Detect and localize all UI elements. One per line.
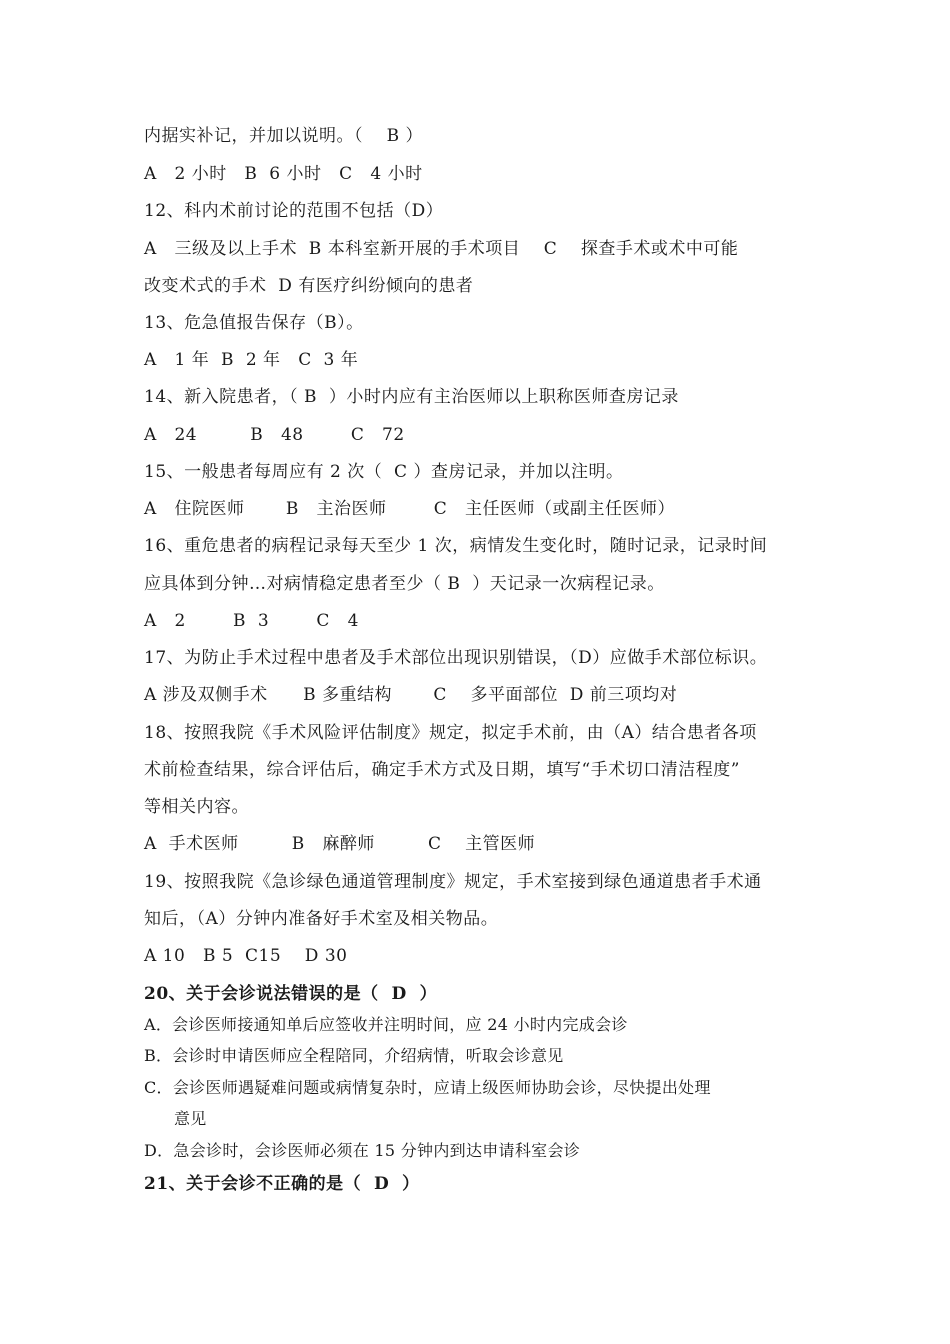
option-a: A．会诊医师接通知单后应签收并注明时间，应 24 小时内完成会诊 xyxy=(144,1015,628,1034)
question-16: 16、重危患者的病程记录每天至少 1 次，病情发生变化时，随时记录，记录时间 xyxy=(144,536,768,556)
option-c-continued: 意见 xyxy=(174,1109,207,1128)
question-19: 19、按照我院《急诊绿色通道管理制度》规定，手术室接到绿色通道患者手术通 xyxy=(144,872,762,892)
text-line: 术前检查结果，综合评估后，确定手术方式及日期，填写“手术切口清洁程度” xyxy=(144,760,740,780)
question-20: 20、关于会诊说法错误的是（ D ） xyxy=(144,984,438,1004)
question-14: 14、新入院患者，（ B ）小时内应有主治医师以上职称医师查房记录 xyxy=(144,387,679,407)
text-line: A 2 B 3 C 4 xyxy=(144,611,359,631)
text-line: A 10 B 5 C15 D 30 xyxy=(144,946,348,966)
question-15: 15、一般患者每周应有 2 次（ C ）查房记录，并加以注明。 xyxy=(144,462,624,482)
option-c: C．会诊医师遇疑难问题或病情复杂时，应请上级医师协助会诊，尽快提出处理 xyxy=(144,1078,711,1097)
question-17: 17、为防止手术过程中患者及手术部位出现识别错误，（D）应做手术部位标识。 xyxy=(144,648,768,668)
question-12: 12、科内术前讨论的范围不包括（D） xyxy=(144,201,444,221)
text-line: A 手术医师 B 麻醉师 C 主管医师 xyxy=(144,834,536,854)
text-line: 内据实补记，并加以说明。（ B ） xyxy=(144,126,424,146)
text-line: A 1 年 B 2 年 C 3 年 xyxy=(144,350,359,370)
text-line: A 三级及以上手术 B 本科室新开展的手术项目 C 探查手术或术中可能 xyxy=(144,239,739,259)
option-b: B．会诊时申请医师应全程陪同，介绍病情，听取会诊意见 xyxy=(144,1046,564,1065)
text-line: 等相关内容。 xyxy=(144,797,249,817)
text-line: A 2 小时 B 6 小时 C 4 小时 xyxy=(144,164,423,184)
question-13: 13、危急值报告保存（B）。 xyxy=(144,313,364,333)
text-line: 改变术式的手术 D 有医疗纠纷倾向的患者 xyxy=(144,276,474,296)
text-line: 知后，（A）分钟内准备好手术室及相关物品。 xyxy=(144,909,499,929)
text-line: 应具体到分钟…对病情稳定患者至少（ B ）天记录一次病程记录。 xyxy=(144,574,665,594)
text-line: A 24 B 48 C 72 xyxy=(144,425,405,445)
question-18: 18、按照我院《手术风险评估制度》规定，拟定手术前，由（A）结合患者各项 xyxy=(144,723,757,743)
question-21: 21、关于会诊不正确的是（ D ） xyxy=(144,1174,420,1194)
text-line: A 涉及双侧手术 B 多重结构 C 多平面部位 D 前三项均对 xyxy=(144,685,678,705)
text-line: A 住院医师 B 主治医师 C 主任医师（或副主任医师） xyxy=(144,499,675,519)
option-d: D．急会诊时，会诊医师必须在 15 分钟内到达申请科室会诊 xyxy=(144,1141,581,1160)
